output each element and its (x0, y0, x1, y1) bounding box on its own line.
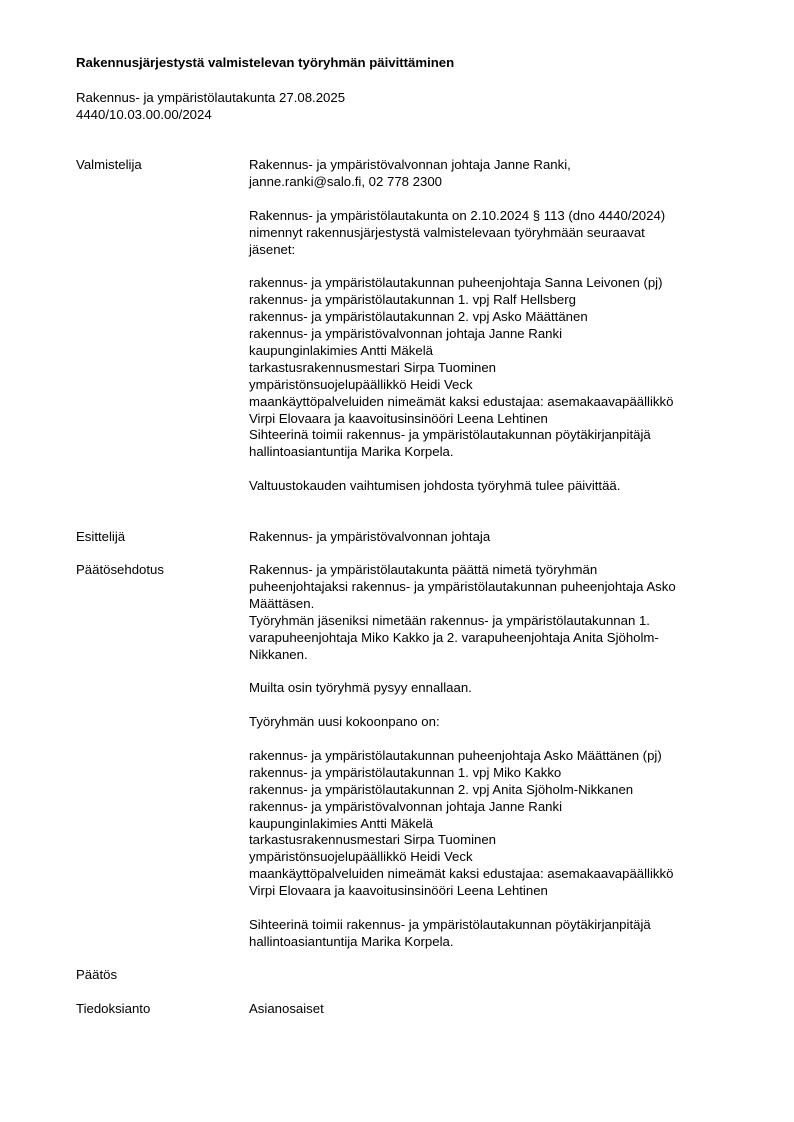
text-line: Rakennus- ja ympäristölautakunta on 2.10.2024 § 113 (dno 4440/2024) (249, 207, 666, 223)
text-line: maankäyttöpalveluiden nimeämät kaksi edustajaa: asemakaavapäällikkö (249, 866, 674, 882)
blank-line (249, 461, 739, 478)
text-line: Rakennus- ja ympäristövalvonnan johtaja Janne Ranki, (249, 157, 571, 172)
text-line: rakennus- ja ympäristölautakunnan puheenjohtaja Sanna Leivonen (pj) (249, 275, 663, 291)
text-line: Työryhmän jäseniksi nimetään rakennus- ja ympäristölautakunnan 1. (249, 612, 650, 628)
text-line: puheenjohtajaksi rakennus- ja ympäristölautakunnan puheenjohtaja Asko (249, 578, 676, 594)
text-line: Rakennus- ja ympäristövalvonnan johtaja (249, 529, 491, 544)
text-line: tarkastusrakennusmestari Sirpa Tuominen (249, 832, 497, 848)
document-meta (76, 90, 345, 124)
text-line: Valtuustokauden vaihtumisen johdosta työryhmä tulee päivittää. (249, 478, 621, 494)
section-label: Tiedoksianto (76, 1001, 151, 1016)
text-line: Nikkanen. (249, 646, 308, 662)
text-line: Sihteerinä toimii rakennus- ja ympäristölautakunnan pöytäkirjanpitäjä (249, 916, 651, 932)
text-line: rakennus- ja ympäristölautakunnan 1. vpj Miko Kakko (249, 764, 562, 780)
meeting-line: Rakennus- ja ympäristölautakunta 27.08.2025 (76, 90, 346, 105)
section-content (249, 529, 739, 546)
text-line: varapuheenjohtaja Miko Kakko ja 2. varapuheenjohtaja Anita Sjöholm- (249, 629, 659, 645)
section-label: Valmistelija (76, 157, 142, 172)
section-label: Esittelijä (76, 529, 126, 544)
text-line: Sihteerinä toimii rakennus- ja ympäristölautakunnan pöytäkirjanpitäjä (249, 427, 651, 443)
text-line: jäsenet: (249, 241, 296, 257)
text-line: rakennus- ja ympäristövalvonnan johtaja Janne Ranki (249, 798, 563, 814)
text-line: tarkastusrakennusmestari Sirpa Tuominen (249, 359, 497, 375)
text-line: hallintoasiantuntija Marika Korpela. (249, 933, 454, 949)
text-line: hallintoasiantuntija Marika Korpela. (249, 444, 454, 460)
text-line: nimennyt rakennusjärjestystä valmistelevaan työryhmään seuraavat (249, 224, 645, 240)
text-line: Määttäsen. (249, 595, 315, 611)
blank-line (249, 191, 739, 208)
text-line: rakennus- ja ympäristölautakunnan 2. vpj Anita Sjöholm-Nikkanen (249, 781, 634, 797)
text-line: kaupunginlakimies Antti Mäkelä (249, 342, 433, 358)
section-content (249, 562, 739, 951)
text-line: rakennus- ja ympäristölautakunnan 2. vpj Asko Määttänen (249, 309, 588, 325)
section-content (249, 1001, 739, 1018)
text-line: Rakennus- ja ympäristölautakunta päättä nimetä työryhmän (249, 562, 598, 577)
text-line: Virpi Elovaara ja kaavoitusinsinööri Leena Lehtinen (249, 883, 548, 899)
text-line: Työryhmän uusi kokoonpano on: (249, 714, 440, 730)
blank-line (249, 900, 739, 917)
blank-line (249, 663, 739, 680)
text-line: kaupunginlakimies Antti Mäkelä (249, 815, 433, 831)
text-line: rakennus- ja ympäristölautakunnan 1. vpj Ralf Hellsberg (249, 292, 576, 308)
blank-line (249, 697, 739, 714)
blank-line (249, 258, 739, 275)
section-label: Päätösehdotus (76, 562, 164, 577)
text-line: Muilta osin työryhmä pysyy ennallaan. (249, 680, 472, 696)
text-line: ympäristönsuojelupäällikkö Heidi Veck (249, 849, 473, 865)
document-title: Rakennusjärjestystä valmistelevan työryhmän päivittäminen (76, 55, 455, 70)
text-line: ympäristönsuojelupäällikkö Heidi Veck (249, 376, 473, 392)
text-line: Asianosaiset (249, 1001, 324, 1016)
diary-number: 4440/10.03.00.00/2024 (76, 106, 212, 122)
section-label: Päätös (76, 967, 118, 982)
text-line: rakennus- ja ympäristölautakunnan puheenjohtaja Asko Määttänen (pj) (249, 747, 662, 763)
text-line: janne.ranki@salo.fi, 02 778 2300 (249, 173, 443, 189)
section-content (249, 157, 739, 495)
blank-line (249, 731, 739, 748)
text-line: maankäyttöpalveluiden nimeämät kaksi edustajaa: asemakaavapäällikkö (249, 393, 674, 409)
text-line: rakennus- ja ympäristövalvonnan johtaja Janne Ranki (249, 326, 563, 342)
text-line: Virpi Elovaara ja kaavoitusinsinööri Leena Lehtinen (249, 410, 548, 426)
